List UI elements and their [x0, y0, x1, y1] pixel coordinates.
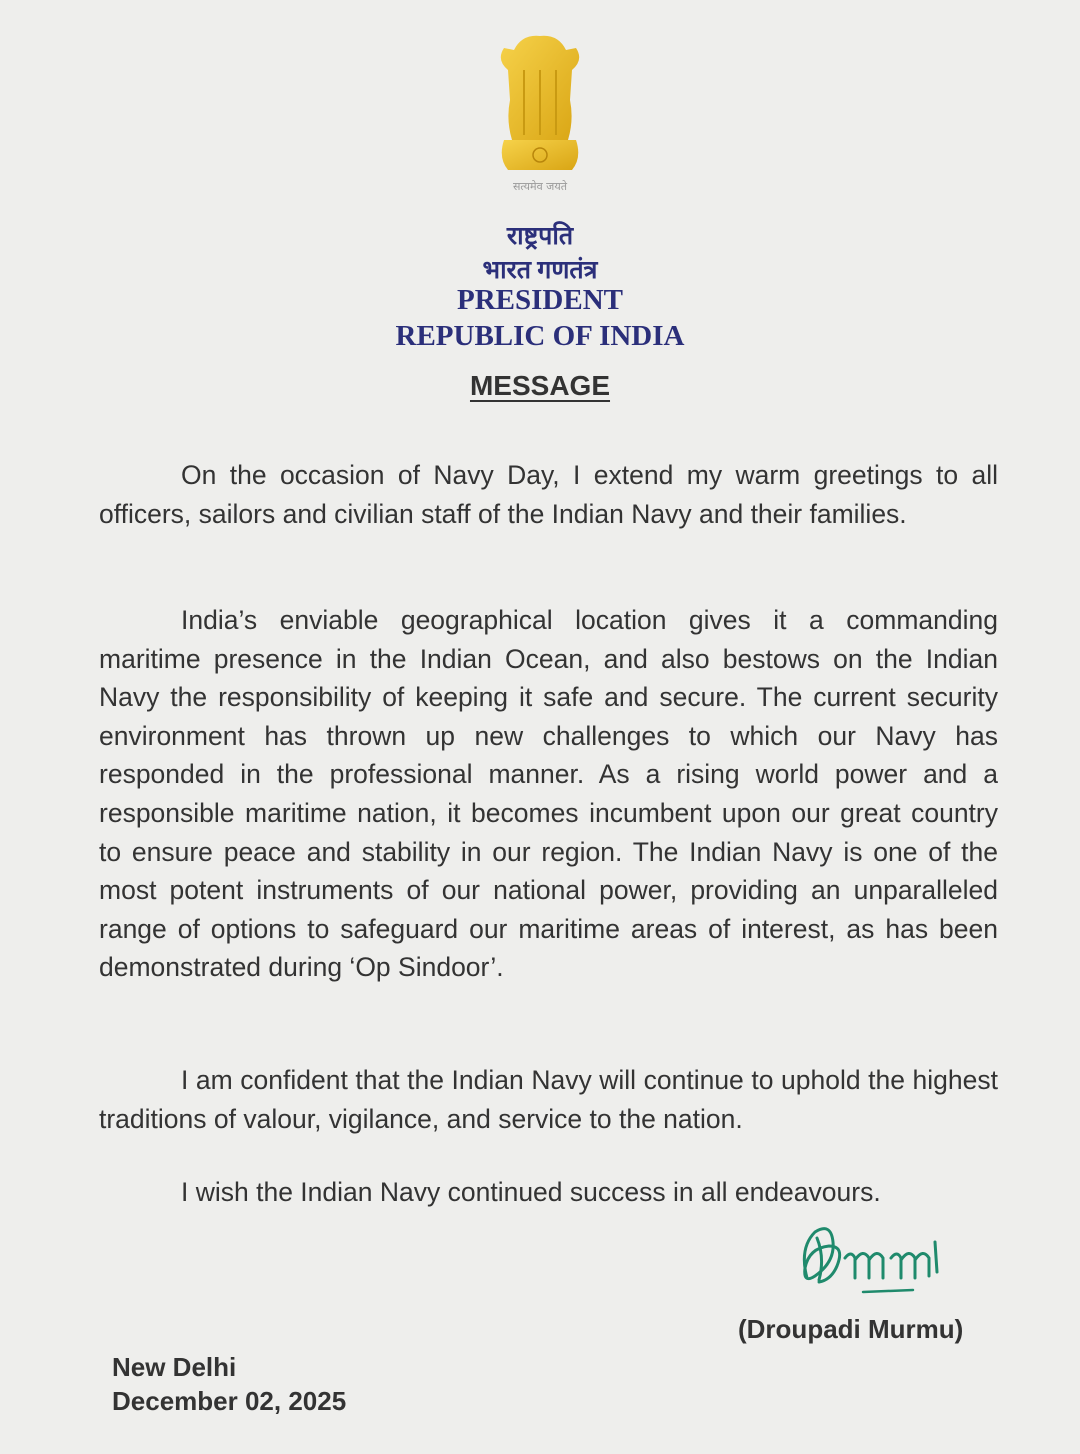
- body-paragraph: On the occasion of Navy Day, I extend my warm greetings to all officers, sailors and civilian staff of the Indian Navy and their families.: [99, 460, 998, 529]
- body-paragraph: India’s enviable geographical location gives it a commanding maritime presence in the Indian Ocean, and also bestows on the Indian Navy the responsibility of keeping it safe and secure. The current security environment has thrown up new challenges to which our Navy has responded in the professional manner. As a rising world power and a responsible maritime nation, it becomes incumbent upon our great country to ensure peace and stability in our region. The Indian Navy is one of the most potent instruments of our national power, providing an unparalleled range of options to safeguard our maritime areas of interest, as has been demonstrated during ‘Op Sindoor’.: [99, 605, 998, 983]
- national-emblem-icon: [484, 30, 596, 195]
- body-paragraph: I wish the Indian Navy continued success in all endeavours.: [181, 1177, 881, 1207]
- signatory-name: (Droupadi Murmu): [738, 1314, 964, 1344]
- emblem-motto: सत्यमेव जयते: [512, 180, 568, 193]
- body-paragraph: I am confident that the Indian Navy will continue to uphold the highest traditions of valour, vigilance, and service to the nation.: [99, 1065, 998, 1134]
- letterhead-title: PRESIDENT: [457, 284, 623, 316]
- hindi-subtitle: भारत गणतंत्र: [482, 257, 598, 284]
- date: December 02, 2025: [112, 1386, 347, 1416]
- signature-icon: [795, 1218, 955, 1298]
- place: New Delhi: [112, 1352, 237, 1382]
- message-heading-text: MESSAGE: [469, 370, 611, 401]
- hindi-title: राष्ट्रपति: [506, 223, 574, 250]
- letterhead-subtitle: REPUBLIC OF INDIA: [395, 320, 685, 352]
- place-date-block: [112, 1350, 346, 1418]
- message-heading: [0, 370, 1080, 402]
